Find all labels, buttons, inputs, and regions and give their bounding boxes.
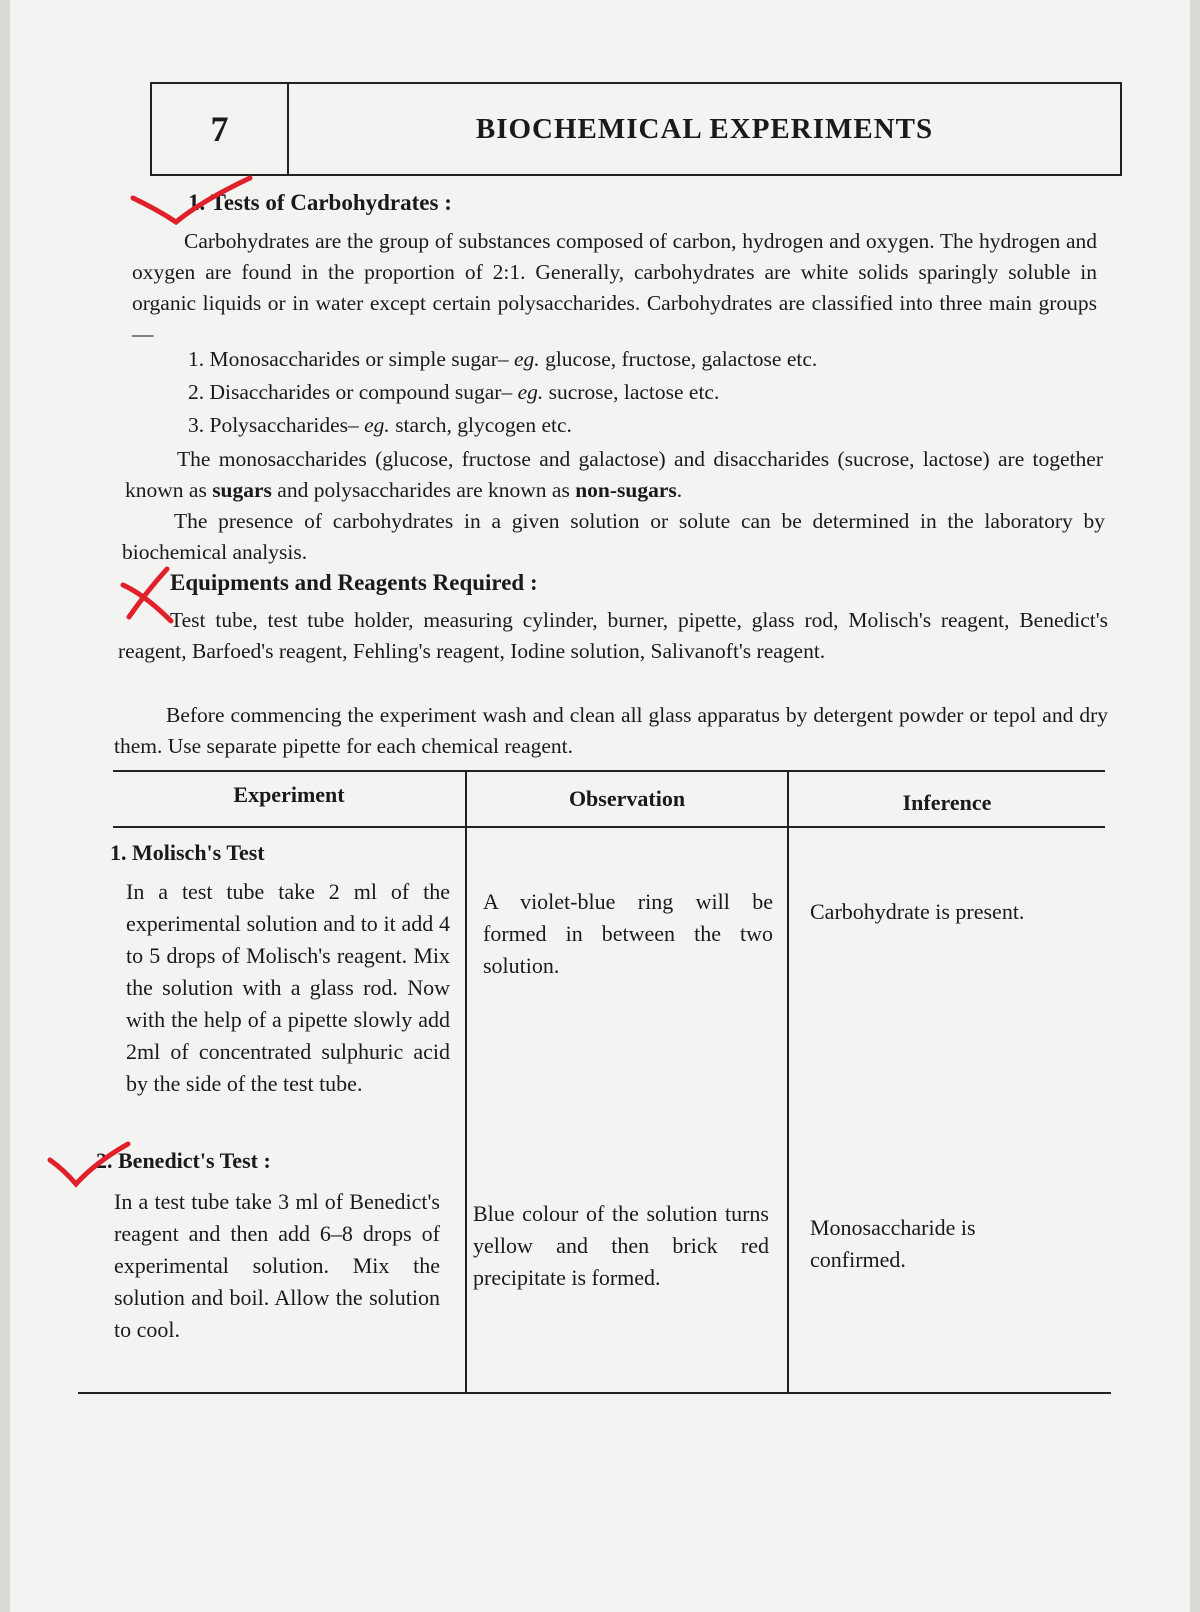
group-item-1: 1. Monosaccharides or simple sugar– eg. glucose, fructose, galactose etc.	[188, 347, 818, 371]
table-row-2-experiment: In a test tube take 3 ml of Benedict's reagent and then add 6–8 drops of experimental solution. Mix the solution and boil. Allow the solution to cool.	[114, 1189, 440, 1342]
equipment-heading: Equipments and Reagents Required :	[170, 570, 538, 595]
table-row-1-observation: A violet-blue ring will be formed in between the two solution.	[483, 889, 773, 978]
table-row-1-experiment: In a test tube take 2 ml of the experimental solution and to it add 4 to 5 drops of Molisch's reagent. Mix the solution with a glass rod. Now with the help of a pipette slowly add 2ml of concentrated sulphuric acid by the side of the test tube.	[126, 879, 450, 1096]
table-divider-2	[787, 770, 789, 1394]
preparation-paragraph: Before commencing the experiment wash and clean all glass apparatus by detergent powder or tepol and dry them. Use separate pipette for each chemical reagent.	[114, 703, 1108, 758]
document-page	[10, 0, 1190, 1612]
table-top-rule	[113, 770, 1105, 772]
sugars-paragraph: The monosaccharides (glucose, fructose and galactose) and disaccharides (sucrose, lactose) are together known as sugars and polysaccharides are known as non-sugars.	[125, 447, 1103, 502]
table-row-1-inference: Carbohydrate is present.	[810, 899, 1025, 924]
presence-paragraph: The presence of carbohydrates in a given solution or solute can be determined in the laboratory by biochemical analysis.	[122, 509, 1105, 564]
section-heading-carbohydrates: 1. Tests of Carbohydrates :	[188, 190, 452, 215]
chapter-number: 7	[152, 84, 289, 174]
table-row-2-observation: Blue colour of the solution turns yellow and then brick red precipitate is formed.	[473, 1201, 769, 1290]
equipment-paragraph: Test tube, test tube holder, measuring cylinder, burner, pipette, glass rod, Molisch's reagent, Benedict's reagent, Barfoed's reagent, Fehling's reagent, Iodine solution, Salivanoft's reagent.	[118, 608, 1108, 663]
intro-paragraph: Carbohydrates are the group of substances composed of carbon, hydrogen and oxygen. The hydrogen and oxygen are found in the proportion of 2:1. Generally, carbohydrates are white solids sparingly soluble in organic liquids or in water except certain polysaccharides. Carbohydrates are classified into three main groups —	[132, 229, 1097, 346]
group-item-3: 3. Polysaccharides– eg. starch, glycogen etc.	[188, 413, 572, 437]
table-row-2-title: 2. Benedict's Test :	[96, 1148, 271, 1173]
table-header-experiment: Experiment	[233, 782, 345, 807]
table-row-1-title: 1. Molisch's Test	[110, 840, 265, 865]
table-divider-1	[465, 770, 467, 1394]
chapter-header	[150, 82, 1122, 176]
table-header-inference: Inference	[902, 790, 992, 815]
table-row-2-inference: Monosaccharide is confirmed.	[810, 1215, 976, 1272]
table-header-rule	[113, 826, 1105, 828]
table-bottom-rule	[78, 1392, 1111, 1394]
table-header-observation: Observation	[568, 786, 686, 811]
group-item-2: 2. Disaccharides or compound sugar– eg. sucrose, lactose etc.	[188, 380, 720, 404]
chapter-title: BIOCHEMICAL EXPERIMENTS	[475, 112, 934, 145]
